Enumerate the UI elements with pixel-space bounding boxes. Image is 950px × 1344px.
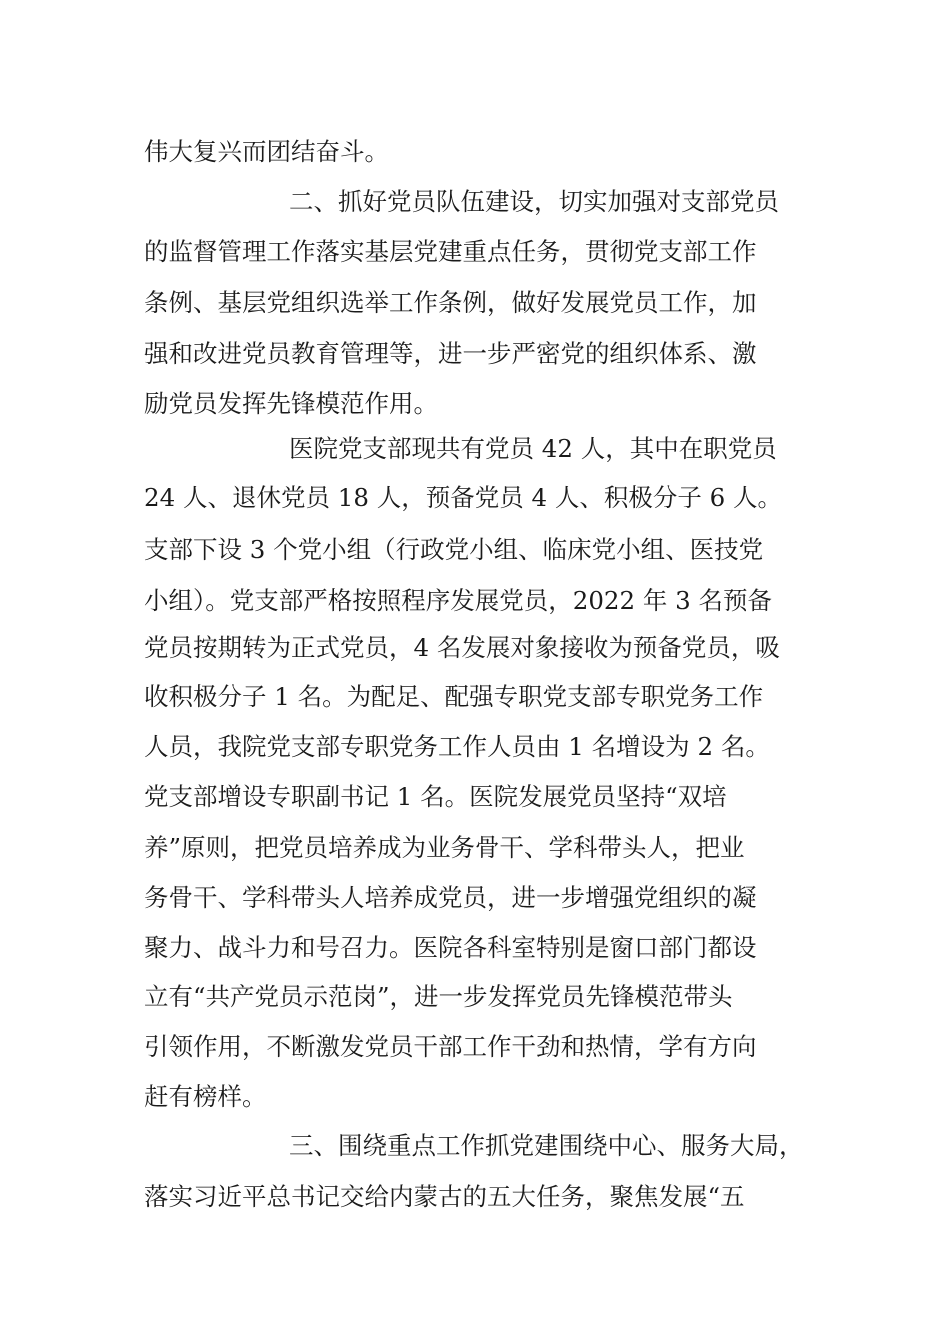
text-line: 赶有榜样。 [144, 1082, 267, 1111]
text-line: 聚力、战斗力和号召力。医院各科室特别是窗口部门都设 [144, 933, 757, 962]
text-line: 落实习近平总书记交给内蒙古的五大任务，聚焦发展“五 [144, 1182, 745, 1211]
paragraph-start: 医院党支部现共有党员 42 人，其中在职党员 [289, 434, 777, 463]
text-line: 24 人、退休党员 18 人，预备党员 4 人、积极分子 6 人。 [144, 483, 783, 512]
text-line: 励党员发挥先锋模范作用。 [144, 389, 438, 418]
text-line: 伟大复兴而团结奋斗。 [144, 137, 389, 166]
text-line: 引领作用，不断激发党员干部工作干劲和热情，学有方向 [144, 1032, 757, 1061]
section-heading-2: 二、抓好党员队伍建设，切实加强对支部党员 [289, 187, 779, 216]
text-line: 养”原则，把党员培养成为业务骨干、学科带头人，把业 [144, 833, 745, 862]
text-line: 党支部增设专职副书记 1 名。医院发展党员坚持“双培 [144, 782, 727, 811]
text-line: 党员按期转为正式党员，4 名发展对象接收为预备党员，吸 [144, 633, 780, 662]
text-line: 的监督管理工作落实基层党建重点任务，贯彻党支部工作 [144, 237, 757, 266]
text-line: 小组）。党支部严格按照程序发展党员，2022 年 3 名预备 [144, 586, 773, 615]
text-line: 人员，我院党支部专职党务工作人员由 1 名增设为 2 名。 [144, 732, 770, 761]
text-line: 立有“共产党员示范岗”，进一步发挥党员先锋模范带头 [144, 982, 733, 1011]
text-line: 务骨干、学科带头人培养成党员，进一步增强党组织的凝 [144, 883, 757, 912]
section-heading-3: 三、围绕重点工作抓党建围绕中心、服务大局， [289, 1131, 804, 1160]
text-line: 收积极分子 1 名。为配足、配强专职党支部专职党务工作 [144, 682, 764, 711]
text-line: 条例、基层党组织选举工作条例，做好发展党员工作，加 [144, 288, 757, 317]
text-line: 强和改进党员教育管理等，进一步严密党的组织体系、激 [144, 339, 757, 368]
text-line: 支部下设 3 个党小组（行政党小组、临床党小组、医技党 [144, 535, 764, 564]
